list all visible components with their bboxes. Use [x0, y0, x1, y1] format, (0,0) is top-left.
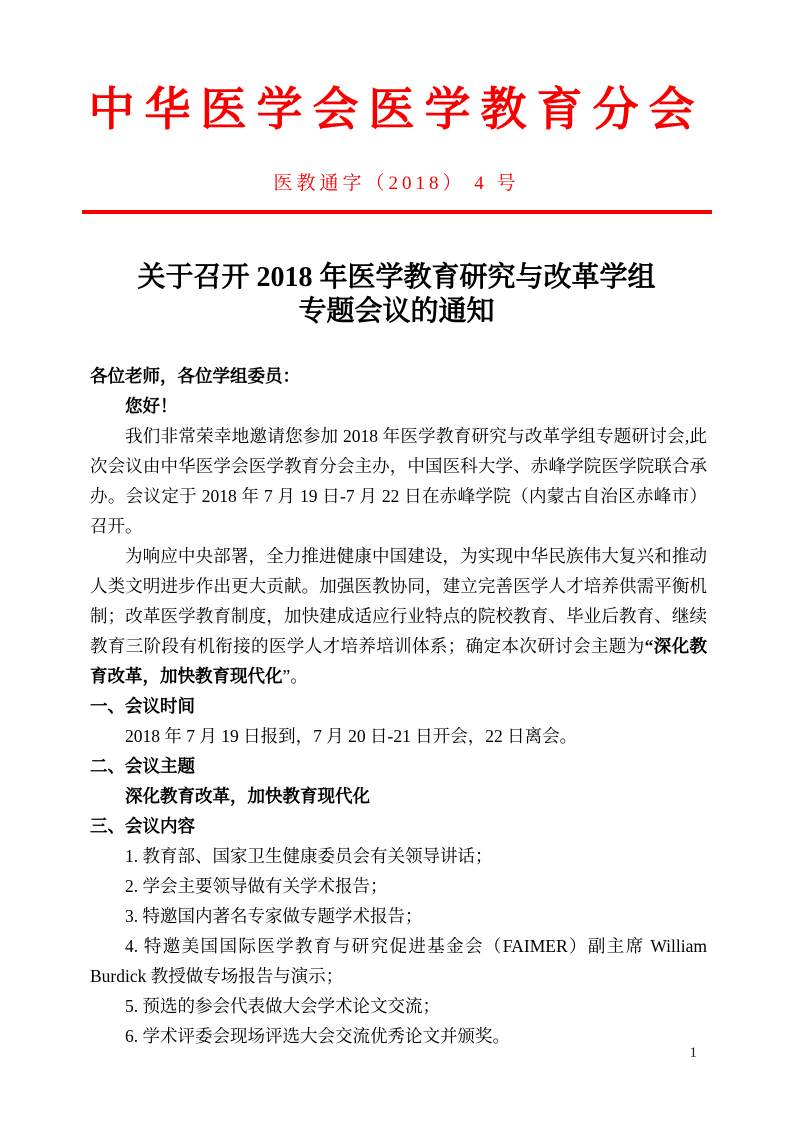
page-number: 1	[689, 1045, 697, 1061]
greeting-line: 您好！	[125, 395, 178, 416]
document-body	[90, 361, 707, 1051]
paragraph-policy	[90, 541, 707, 691]
agenda-item-1: 1. 教育部、国家卫生健康委员会有关领导讲话；	[125, 845, 493, 866]
agenda-item-4: 4. 特邀美国国际医学教育与研究促进基金会（FAIMER）副主席 William Burdick 教授做专场报告与演示；	[90, 935, 707, 986]
agenda-item-5: 5. 预选的参会代表做大会学术论文交流；	[125, 995, 440, 1016]
document-number: 医教通字（2018） 4 号	[273, 172, 520, 194]
section-heading-meeting-agenda: 三、会议内容	[90, 815, 195, 836]
document-title-line2: 专题会议的通知	[298, 295, 495, 327]
agenda-item-6: 6. 学术评委会现场评选大会交流优秀论文并颁奖。	[125, 1025, 510, 1046]
agenda-item-2: 2. 学会主要领导做有关学术报告；	[125, 875, 388, 896]
meeting-time-content: 2018 年 7 月 19 日报到，7 月 20 日-21 日开会，22 日离会。	[125, 725, 578, 746]
paragraph-policy-theme-bold: “深化教育改革，加快教育现代化	[90, 635, 707, 686]
meeting-theme-content: 深化教育改革，加快教育现代化	[125, 785, 370, 806]
paragraph-policy-tail: ”。	[282, 665, 308, 686]
document-title	[0, 261, 793, 329]
agenda-item-3: 3. 特邀国内著名专家做专题学术报告；	[125, 905, 423, 926]
salutation-line: 各位老师，各位学组委员：	[90, 365, 300, 386]
section-heading-meeting-time: 一、会议时间	[90, 695, 195, 716]
paragraph-invitation: 我们非常荣幸地邀请您参加 2018 年医学教育研究与改革学组专题研讨会,此次会议由中华医学会医学教育分会主办，中国医科大学、赤峰学院医学院联合承办。会议定于 2018 年 7 月 19 日-7 月 22 日在赤峰学院（内蒙古自治区赤峰市）召开。	[90, 425, 707, 536]
section-heading-meeting-theme: 二、会议主题	[90, 755, 195, 776]
organization-title: 中华医学会医学教育分会	[88, 84, 705, 135]
document-title-line1: 关于召开 2018 年医学教育研究与改革学组	[137, 261, 656, 293]
header-divider-rule	[82, 210, 712, 214]
paragraph-policy-normal-text: 为响应中央部署，全力推进健康中国建设，为实现中华民族伟大复兴和推动人类文明进步作出更大贡献。加强医教协同，建立完善医学人才培养供需平衡机制；改革医学教育制度，加快建成适应行业特点的院校教育、毕业后教育、继续教育三阶段有机衔接的医学人才培养培训体系；确定本次研讨会主题为	[90, 545, 707, 656]
